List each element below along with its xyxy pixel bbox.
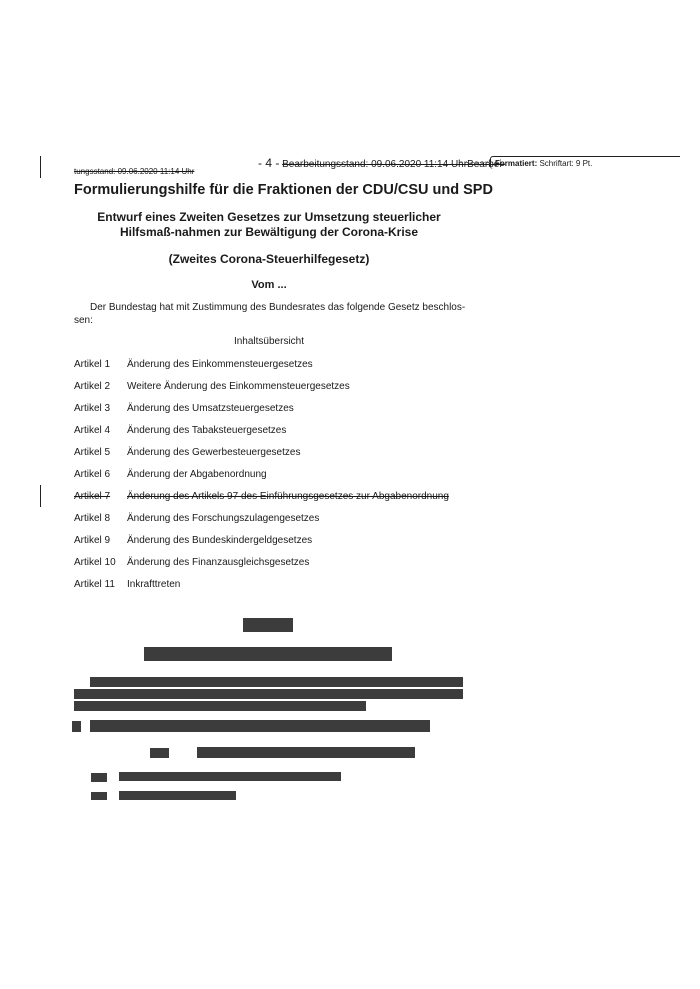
comment-text: Schriftart: 9 Pt. bbox=[539, 159, 593, 168]
date-line: Vom ... bbox=[251, 279, 287, 291]
toc-article-title: Inkrafttreten bbox=[127, 579, 181, 590]
toc-row bbox=[74, 513, 474, 535]
intro-paragraph: Der Bundestag hat mit Zustimmung des Bundesrates das folgende Gesetz beschlos-sen: bbox=[74, 302, 466, 326]
edit-status-deleted: Bearbeitungsstand: 09.06.2020 11:14 UhrBearbei- bbox=[282, 159, 505, 170]
document-title: Formulierungshilfe für die Fraktionen der CDU/CSU und SPD bbox=[74, 182, 493, 198]
toc-row bbox=[74, 447, 474, 469]
toc-article-title: Änderung des Umsatzsteuergesetzes bbox=[127, 403, 294, 414]
comment-label: Formatiert: bbox=[495, 159, 538, 168]
redaction-block bbox=[119, 772, 341, 781]
toc-article-title: Änderung des Einkommensteuergesetzes bbox=[127, 359, 313, 370]
redaction-block bbox=[91, 773, 107, 782]
page-header bbox=[258, 156, 505, 170]
toc-article-title: Änderung des Artikels 97 des Einführungsgesetzes zur Abgabenordnung bbox=[127, 491, 449, 502]
toc-article-number: Artikel 6 bbox=[74, 469, 111, 480]
toc-row bbox=[74, 403, 474, 425]
toc-row bbox=[74, 579, 474, 601]
redaction-block bbox=[74, 701, 366, 711]
toc-article-number: Artikel 5 bbox=[74, 447, 111, 458]
toc-row bbox=[74, 359, 474, 381]
redaction-block bbox=[90, 720, 430, 732]
toc-article-title: Änderung des Bundeskindergeldgesetzes bbox=[127, 535, 313, 546]
toc-row bbox=[74, 557, 474, 579]
change-bar-article-7 bbox=[40, 485, 41, 507]
format-comment[interactable] bbox=[490, 156, 680, 169]
redaction-block bbox=[197, 747, 415, 758]
toc-heading: Inhaltsübersicht bbox=[233, 336, 305, 347]
toc-row bbox=[74, 425, 474, 447]
toc-article-number: Artikel 4 bbox=[74, 425, 111, 436]
redaction-block bbox=[72, 721, 81, 732]
toc-article-number: Artikel 11 bbox=[74, 579, 115, 590]
toc-article-title: Änderung des Finanzausgleichsgesetzes bbox=[127, 557, 310, 568]
page-number: - 4 - bbox=[258, 156, 280, 170]
toc-article-number: Artikel 10 bbox=[74, 557, 116, 568]
redaction-block bbox=[90, 677, 463, 687]
redaction-block bbox=[243, 618, 293, 632]
toc-article-title: Änderung der Abgabenordnung bbox=[127, 469, 267, 480]
toc-article-number: Artikel 3 bbox=[74, 403, 111, 414]
comment-connector bbox=[460, 162, 490, 163]
toc-article-title: Änderung des Tabaksteuergesetzes bbox=[127, 425, 287, 436]
edit-status-deleted-wrap: tungsstand: 09.06.2020 11:14 Uhr bbox=[74, 167, 195, 176]
table-of-contents bbox=[74, 359, 474, 601]
toc-row-deleted bbox=[74, 491, 474, 513]
toc-article-title: Weitere Änderung des Einkommensteuergesetzes bbox=[127, 381, 350, 392]
toc-row bbox=[74, 535, 474, 557]
change-bar-header bbox=[40, 156, 41, 178]
toc-article-title: Änderung des Gewerbesteuergesetzes bbox=[127, 447, 301, 458]
redaction-block bbox=[150, 748, 169, 758]
short-title: (Zweites Corona-Steuerhilfegesetz) bbox=[168, 252, 370, 266]
redaction-block bbox=[74, 689, 463, 699]
toc-article-number: Artikel 9 bbox=[74, 535, 111, 546]
redaction-block bbox=[91, 792, 107, 800]
toc-row bbox=[74, 381, 474, 403]
toc-article-title: Änderung des Forschungszulagengesetzes bbox=[127, 513, 320, 524]
redaction-block bbox=[119, 791, 236, 800]
redaction-block bbox=[144, 647, 392, 661]
toc-article-number: Artikel 1 bbox=[74, 359, 111, 370]
toc-row bbox=[74, 469, 474, 491]
toc-article-number: Artikel 2 bbox=[74, 381, 111, 392]
toc-article-number: Artikel 8 bbox=[74, 513, 111, 524]
toc-article-number: Artikel 7 bbox=[74, 491, 111, 502]
document-subtitle: Entwurf eines Zweiten Gesetzes zur Umsetzung steuerlicher Hilfsmaß-nahmen zur Bewältigung der Corona-Krise bbox=[97, 210, 441, 239]
